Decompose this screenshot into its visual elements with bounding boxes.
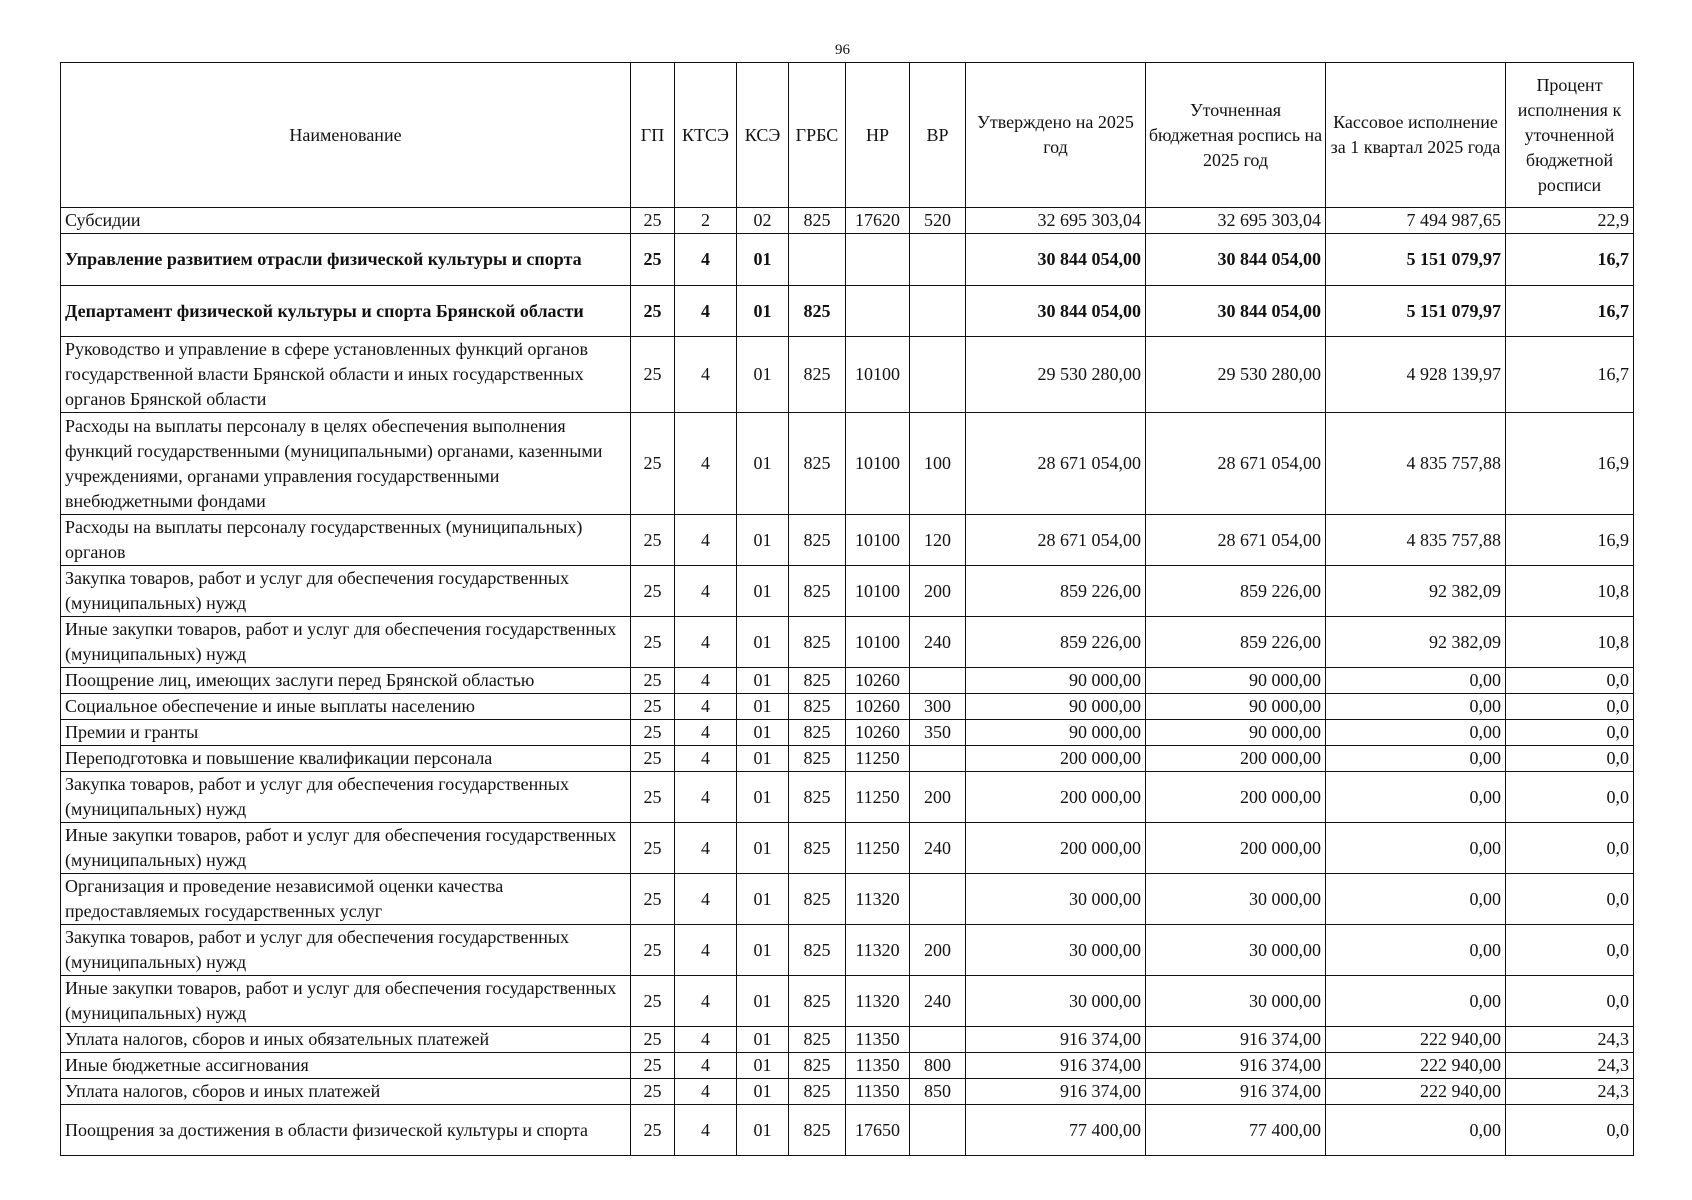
- cell-grbs: 825: [789, 1053, 846, 1079]
- cell-ktse: 4: [675, 566, 737, 617]
- cell-percent: 0,0: [1506, 925, 1634, 976]
- cell-np: 10260: [846, 720, 910, 746]
- cell-vr: [910, 234, 966, 286]
- cell-gp: 25: [631, 617, 675, 668]
- cell-vr: 200: [910, 925, 966, 976]
- cell-np: 11320: [846, 976, 910, 1027]
- cell-gp: 25: [631, 976, 675, 1027]
- cell-name: Иные закупки товаров, работ и услуг для обеспечения государственных (муниципальных) нужд: [61, 617, 631, 668]
- cell-ktse: 4: [675, 976, 737, 1027]
- cell-refined: 90 000,00: [1146, 668, 1326, 694]
- cell-np: 17650: [846, 1105, 910, 1156]
- cell-kse: 01: [737, 234, 789, 286]
- table-row: [61, 668, 1634, 694]
- cell-ktse: 4: [675, 337, 737, 413]
- cell-name: Переподготовка и повышение квалификации персонала: [61, 746, 631, 772]
- cell-approved: 90 000,00: [966, 668, 1146, 694]
- cell-name: Уплата налогов, сборов и иных платежей: [61, 1079, 631, 1105]
- cell-refined: 77 400,00: [1146, 1105, 1326, 1156]
- cell-cash: 222 940,00: [1326, 1027, 1506, 1053]
- cell-refined: 859 226,00: [1146, 566, 1326, 617]
- cell-ktse: 4: [675, 413, 737, 515]
- cell-ktse: 4: [675, 234, 737, 286]
- cell-percent: 16,9: [1506, 413, 1634, 515]
- table-row: [61, 515, 1634, 566]
- cell-percent: 16,9: [1506, 515, 1634, 566]
- cell-gp: 25: [631, 515, 675, 566]
- table-row: [61, 413, 1634, 515]
- cell-name: Расходы на выплаты персоналу в целях обеспечения выполнения функций государственными (муниципальными) органами, казенными учреждениями, органами управления государственными внебюджетными фондами: [61, 413, 631, 515]
- cell-grbs: 825: [789, 413, 846, 515]
- cell-kse: 01: [737, 925, 789, 976]
- cell-name: Закупка товаров, работ и услуг для обеспечения государственных (муниципальных) нужд: [61, 772, 631, 823]
- cell-np: 11350: [846, 1053, 910, 1079]
- table-header-row: [61, 63, 1634, 208]
- cell-np: 17620: [846, 208, 910, 234]
- cell-np: 10100: [846, 515, 910, 566]
- cell-approved: 29 530 280,00: [966, 337, 1146, 413]
- cell-cash: 5 151 079,97: [1326, 234, 1506, 286]
- cell-refined: 28 671 054,00: [1146, 515, 1326, 566]
- cell-cash: 0,00: [1326, 668, 1506, 694]
- cell-kse: 01: [737, 746, 789, 772]
- cell-percent: 16,7: [1506, 286, 1634, 337]
- header-refined: Уточненная бюджетная роспись на 2025 год: [1146, 63, 1326, 208]
- cell-grbs: 825: [789, 746, 846, 772]
- table-row: [61, 823, 1634, 874]
- header-cash: Кассовое исполнение за 1 квартал 2025 года: [1326, 63, 1506, 208]
- cell-np: [846, 234, 910, 286]
- cell-kse: 01: [737, 413, 789, 515]
- cell-approved: 916 374,00: [966, 1053, 1146, 1079]
- cell-np: 10100: [846, 617, 910, 668]
- cell-vr: 240: [910, 976, 966, 1027]
- cell-grbs: 825: [789, 823, 846, 874]
- cell-gp: 25: [631, 1027, 675, 1053]
- header-kse: КСЭ: [737, 63, 789, 208]
- cell-grbs: 825: [789, 208, 846, 234]
- cell-cash: 0,00: [1326, 823, 1506, 874]
- cell-kse: 01: [737, 694, 789, 720]
- cell-kse: 01: [737, 1105, 789, 1156]
- cell-name: Уплата налогов, сборов и иных обязательных платежей: [61, 1027, 631, 1053]
- cell-gp: 25: [631, 1105, 675, 1156]
- cell-refined: 30 844 054,00: [1146, 234, 1326, 286]
- cell-kse: 01: [737, 874, 789, 925]
- cell-name: Организация и проведение независимой оценки качества предоставляемых государственных услуг: [61, 874, 631, 925]
- cell-cash: 4 835 757,88: [1326, 515, 1506, 566]
- header-gp: ГП: [631, 63, 675, 208]
- table-row: [61, 874, 1634, 925]
- cell-cash: 0,00: [1326, 874, 1506, 925]
- cell-name: Иные бюджетные ассигнования: [61, 1053, 631, 1079]
- cell-percent: 0,0: [1506, 823, 1634, 874]
- cell-refined: 916 374,00: [1146, 1053, 1326, 1079]
- cell-cash: 0,00: [1326, 772, 1506, 823]
- cell-name: Иные закупки товаров, работ и услуг для обеспечения государственных (муниципальных) нужд: [61, 823, 631, 874]
- cell-name: Поощрение лиц, имеющих заслуги перед Брянской областью: [61, 668, 631, 694]
- cell-cash: 0,00: [1326, 976, 1506, 1027]
- cell-name: Руководство и управление в сфере установленных функций органов государственной власти Брянской области и иных государственных органов Брянской области: [61, 337, 631, 413]
- cell-approved: 200 000,00: [966, 746, 1146, 772]
- cell-gp: 25: [631, 1079, 675, 1105]
- cell-refined: 29 530 280,00: [1146, 337, 1326, 413]
- cell-ktse: 4: [675, 668, 737, 694]
- cell-grbs: 825: [789, 1079, 846, 1105]
- cell-refined: 28 671 054,00: [1146, 413, 1326, 515]
- cell-ktse: 4: [675, 874, 737, 925]
- cell-gp: 25: [631, 823, 675, 874]
- cell-ktse: 4: [675, 823, 737, 874]
- cell-vr: [910, 1027, 966, 1053]
- cell-name: Департамент физической культуры и спорта Брянской области: [61, 286, 631, 337]
- cell-percent: 24,3: [1506, 1027, 1634, 1053]
- cell-ktse: 4: [675, 694, 737, 720]
- cell-vr: 350: [910, 720, 966, 746]
- cell-grbs: 825: [789, 286, 846, 337]
- cell-vr: [910, 746, 966, 772]
- cell-approved: 30 000,00: [966, 874, 1146, 925]
- cell-refined: 90 000,00: [1146, 694, 1326, 720]
- cell-gp: 25: [631, 720, 675, 746]
- cell-np: 10100: [846, 413, 910, 515]
- cell-percent: 0,0: [1506, 694, 1634, 720]
- cell-approved: 28 671 054,00: [966, 515, 1146, 566]
- cell-kse: 01: [737, 772, 789, 823]
- cell-vr: 240: [910, 823, 966, 874]
- cell-percent: 0,0: [1506, 1105, 1634, 1156]
- table-row: [61, 1027, 1634, 1053]
- table-row: [61, 1053, 1634, 1079]
- cell-gp: 25: [631, 566, 675, 617]
- cell-percent: 10,8: [1506, 566, 1634, 617]
- cell-percent: 22,9: [1506, 208, 1634, 234]
- cell-gp: 25: [631, 694, 675, 720]
- cell-approved: 77 400,00: [966, 1105, 1146, 1156]
- table-row: [61, 720, 1634, 746]
- cell-percent: 24,3: [1506, 1079, 1634, 1105]
- cell-gp: 25: [631, 286, 675, 337]
- cell-vr: 800: [910, 1053, 966, 1079]
- cell-cash: 5 151 079,97: [1326, 286, 1506, 337]
- cell-gp: 25: [631, 746, 675, 772]
- cell-percent: 0,0: [1506, 720, 1634, 746]
- cell-refined: 916 374,00: [1146, 1027, 1326, 1053]
- cell-np: 11350: [846, 1079, 910, 1105]
- budget-table: [60, 62, 1634, 1156]
- cell-percent: 0,0: [1506, 976, 1634, 1027]
- cell-kse: 01: [737, 976, 789, 1027]
- cell-name: Субсидии: [61, 208, 631, 234]
- cell-grbs: 825: [789, 617, 846, 668]
- cell-grbs: 825: [789, 772, 846, 823]
- cell-grbs: 825: [789, 668, 846, 694]
- header-grbs: ГРБС: [789, 63, 846, 208]
- cell-vr: 850: [910, 1079, 966, 1105]
- cell-approved: 859 226,00: [966, 566, 1146, 617]
- table-row: [61, 1079, 1634, 1105]
- cell-vr: 200: [910, 566, 966, 617]
- cell-grbs: 825: [789, 1027, 846, 1053]
- cell-vr: 120: [910, 515, 966, 566]
- cell-cash: 4 928 139,97: [1326, 337, 1506, 413]
- cell-gp: 25: [631, 337, 675, 413]
- cell-percent: 24,3: [1506, 1053, 1634, 1079]
- cell-refined: 859 226,00: [1146, 617, 1326, 668]
- cell-grbs: [789, 234, 846, 286]
- cell-kse: 01: [737, 337, 789, 413]
- cell-np: 11320: [846, 925, 910, 976]
- cell-kse: 02: [737, 208, 789, 234]
- cell-vr: 240: [910, 617, 966, 668]
- cell-ktse: 4: [675, 925, 737, 976]
- cell-cash: 92 382,09: [1326, 566, 1506, 617]
- cell-vr: 100: [910, 413, 966, 515]
- header-np: НР: [846, 63, 910, 208]
- cell-percent: 0,0: [1506, 746, 1634, 772]
- cell-name: Закупка товаров, работ и услуг для обеспечения государственных (муниципальных) нужд: [61, 566, 631, 617]
- cell-np: 10260: [846, 694, 910, 720]
- table-row: [61, 208, 1634, 234]
- cell-kse: 01: [737, 668, 789, 694]
- table-row: [61, 337, 1634, 413]
- cell-cash: 222 940,00: [1326, 1079, 1506, 1105]
- cell-name: Премии и гранты: [61, 720, 631, 746]
- table-row: [61, 286, 1634, 337]
- cell-refined: 200 000,00: [1146, 746, 1326, 772]
- cell-approved: 28 671 054,00: [966, 413, 1146, 515]
- cell-approved: 859 226,00: [966, 617, 1146, 668]
- table-body: [61, 208, 1634, 1156]
- cell-name: Социальное обеспечение и иные выплаты населению: [61, 694, 631, 720]
- cell-cash: 0,00: [1326, 694, 1506, 720]
- header-name: Наименование: [61, 63, 631, 208]
- cell-cash: 0,00: [1326, 1105, 1506, 1156]
- cell-grbs: 825: [789, 925, 846, 976]
- cell-approved: 200 000,00: [966, 823, 1146, 874]
- header-ktse: КТСЭ: [675, 63, 737, 208]
- cell-np: 11320: [846, 874, 910, 925]
- cell-grbs: 825: [789, 1105, 846, 1156]
- cell-name: Закупка товаров, работ и услуг для обеспечения государственных (муниципальных) нужд: [61, 925, 631, 976]
- cell-refined: 32 695 303,04: [1146, 208, 1326, 234]
- cell-refined: 30 844 054,00: [1146, 286, 1326, 337]
- cell-approved: 30 000,00: [966, 925, 1146, 976]
- cell-cash: 0,00: [1326, 925, 1506, 976]
- cell-refined: 200 000,00: [1146, 823, 1326, 874]
- cell-kse: 01: [737, 286, 789, 337]
- cell-percent: 16,7: [1506, 234, 1634, 286]
- cell-approved: 90 000,00: [966, 720, 1146, 746]
- cell-grbs: 825: [789, 515, 846, 566]
- cell-gp: 25: [631, 772, 675, 823]
- cell-gp: 25: [631, 1053, 675, 1079]
- cell-approved: 32 695 303,04: [966, 208, 1146, 234]
- cell-ktse: 4: [675, 286, 737, 337]
- cell-ktse: 2: [675, 208, 737, 234]
- cell-cash: 0,00: [1326, 720, 1506, 746]
- cell-vr: 520: [910, 208, 966, 234]
- header-percent: Процент исполнения к уточненной бюджетной росписи: [1506, 63, 1634, 208]
- cell-grbs: 825: [789, 720, 846, 746]
- header-vr: ВР: [910, 63, 966, 208]
- cell-percent: 0,0: [1506, 874, 1634, 925]
- cell-gp: 25: [631, 874, 675, 925]
- cell-percent: 0,0: [1506, 772, 1634, 823]
- cell-ktse: 4: [675, 617, 737, 668]
- cell-refined: 200 000,00: [1146, 772, 1326, 823]
- table-row: [61, 234, 1634, 286]
- cell-percent: 10,8: [1506, 617, 1634, 668]
- cell-approved: 30 844 054,00: [966, 286, 1146, 337]
- table-row: [61, 772, 1634, 823]
- cell-name: Расходы на выплаты персоналу государственных (муниципальных) органов: [61, 515, 631, 566]
- cell-refined: 916 374,00: [1146, 1079, 1326, 1105]
- cell-np: 10100: [846, 566, 910, 617]
- cell-cash: 7 494 987,65: [1326, 208, 1506, 234]
- cell-vr: [910, 286, 966, 337]
- cell-np: 11250: [846, 772, 910, 823]
- cell-refined: 30 000,00: [1146, 874, 1326, 925]
- cell-gp: 25: [631, 925, 675, 976]
- cell-vr: 300: [910, 694, 966, 720]
- cell-cash: 4 835 757,88: [1326, 413, 1506, 515]
- cell-kse: 01: [737, 1027, 789, 1053]
- cell-ktse: 4: [675, 1027, 737, 1053]
- cell-approved: 90 000,00: [966, 694, 1146, 720]
- cell-cash: 92 382,09: [1326, 617, 1506, 668]
- table-row: [61, 694, 1634, 720]
- cell-np: [846, 286, 910, 337]
- cell-ktse: 4: [675, 1105, 737, 1156]
- header-approved: Утверждено на 2025 год: [966, 63, 1146, 208]
- cell-grbs: 825: [789, 566, 846, 617]
- cell-ktse: 4: [675, 515, 737, 566]
- cell-grbs: 825: [789, 694, 846, 720]
- cell-ktse: 4: [675, 772, 737, 823]
- table-row: [61, 746, 1634, 772]
- cell-vr: [910, 1105, 966, 1156]
- cell-vr: 200: [910, 772, 966, 823]
- cell-gp: 25: [631, 234, 675, 286]
- table-row: [61, 566, 1634, 617]
- cell-np: 11250: [846, 823, 910, 874]
- table-row: [61, 1105, 1634, 1156]
- cell-approved: 200 000,00: [966, 772, 1146, 823]
- table-row: [61, 925, 1634, 976]
- cell-kse: 01: [737, 1053, 789, 1079]
- cell-name: Управление развитием отрасли физической культуры и спорта: [61, 234, 631, 286]
- cell-vr: [910, 337, 966, 413]
- cell-grbs: 825: [789, 874, 846, 925]
- cell-kse: 01: [737, 1079, 789, 1105]
- cell-gp: 25: [631, 413, 675, 515]
- cell-approved: 916 374,00: [966, 1079, 1146, 1105]
- cell-np: 11250: [846, 746, 910, 772]
- cell-grbs: 825: [789, 337, 846, 413]
- cell-kse: 01: [737, 515, 789, 566]
- cell-approved: 916 374,00: [966, 1027, 1146, 1053]
- cell-np: 10260: [846, 668, 910, 694]
- cell-vr: [910, 668, 966, 694]
- cell-refined: 90 000,00: [1146, 720, 1326, 746]
- cell-ktse: 4: [675, 720, 737, 746]
- cell-cash: 0,00: [1326, 746, 1506, 772]
- cell-kse: 01: [737, 823, 789, 874]
- cell-approved: 30 844 054,00: [966, 234, 1146, 286]
- cell-kse: 01: [737, 617, 789, 668]
- cell-grbs: 825: [789, 976, 846, 1027]
- cell-gp: 25: [631, 208, 675, 234]
- cell-ktse: 4: [675, 746, 737, 772]
- cell-cash: 222 940,00: [1326, 1053, 1506, 1079]
- cell-vr: [910, 874, 966, 925]
- cell-ktse: 4: [675, 1053, 737, 1079]
- cell-kse: 01: [737, 566, 789, 617]
- cell-ktse: 4: [675, 1079, 737, 1105]
- cell-np: 10100: [846, 337, 910, 413]
- table-row: [61, 976, 1634, 1027]
- cell-name: Иные закупки товаров, работ и услуг для обеспечения государственных (муниципальных) нужд: [61, 976, 631, 1027]
- cell-refined: 30 000,00: [1146, 925, 1326, 976]
- cell-percent: 16,7: [1506, 337, 1634, 413]
- page-number: 96: [835, 42, 850, 58]
- cell-name: Поощрения за достижения в области физической культуры и спорта: [61, 1105, 631, 1156]
- cell-np: 11350: [846, 1027, 910, 1053]
- cell-approved: 30 000,00: [966, 976, 1146, 1027]
- cell-refined: 30 000,00: [1146, 976, 1326, 1027]
- table-row: [61, 617, 1634, 668]
- cell-percent: 0,0: [1506, 668, 1634, 694]
- cell-kse: 01: [737, 720, 789, 746]
- cell-gp: 25: [631, 668, 675, 694]
